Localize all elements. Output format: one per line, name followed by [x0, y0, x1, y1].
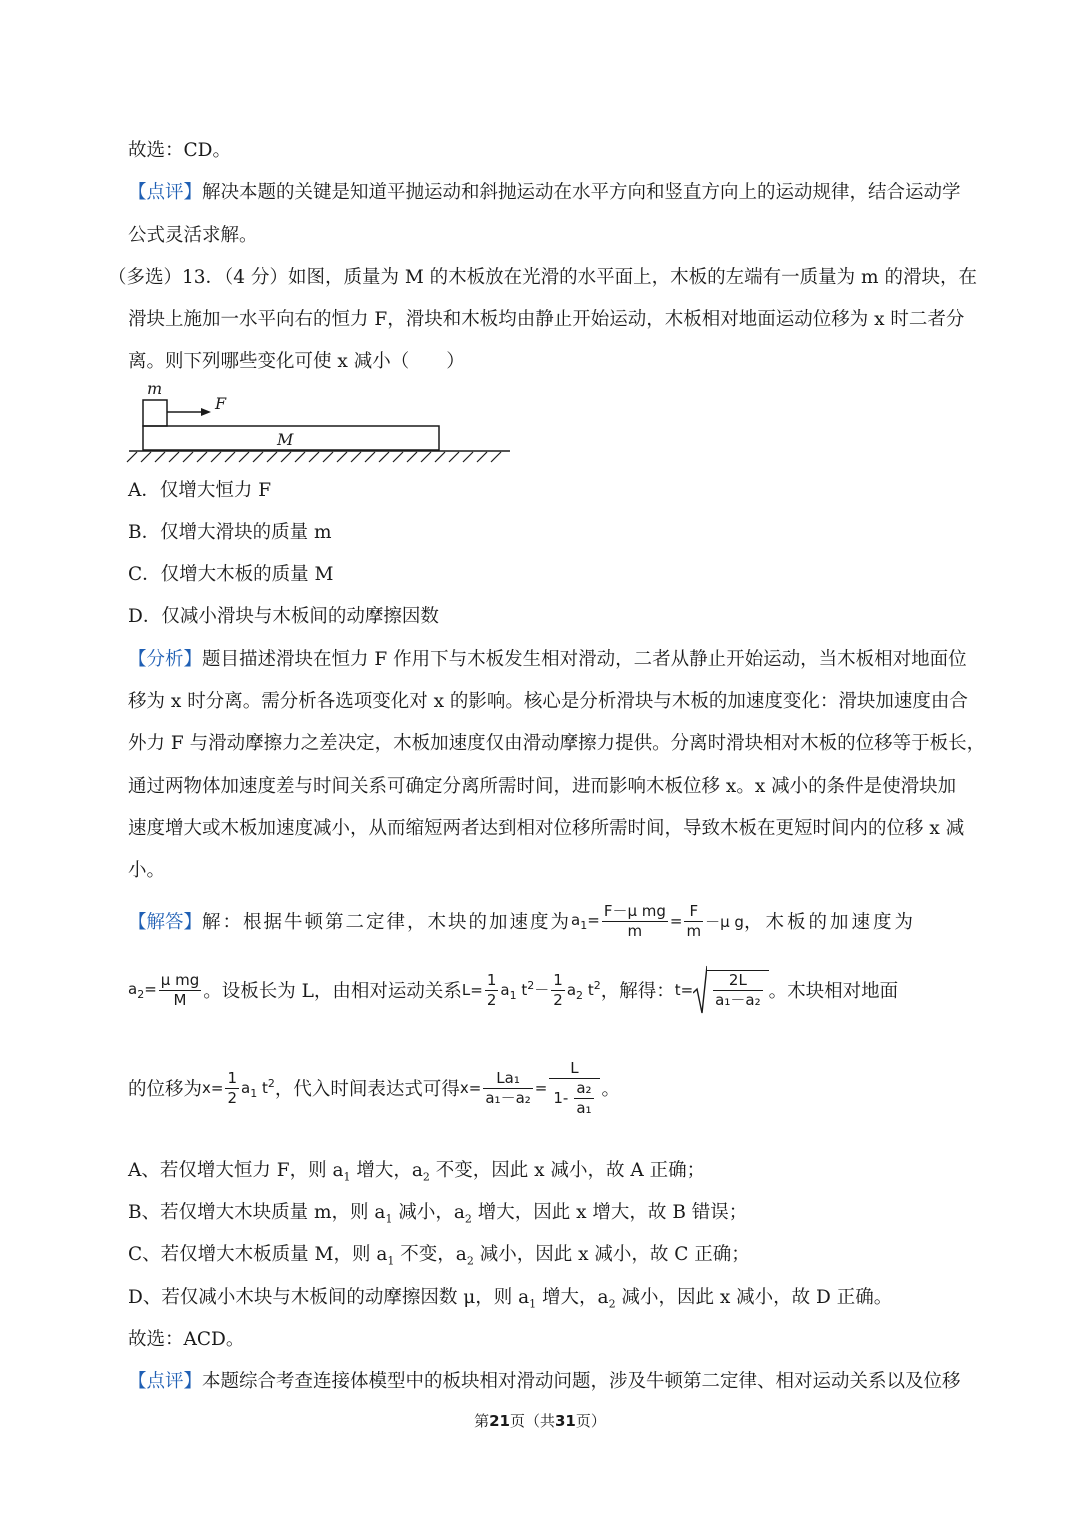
fraction-half-1: $\frac{1}{2}$: [486, 970, 497, 1009]
solution-text-3: 。设板长为 L，由相对运动关系: [203, 981, 462, 1002]
ground-hatch: [127, 452, 501, 462]
formula-minus-mug: －μ g: [705, 912, 744, 931]
analysis-line-5: 速度增大或木板加速度减小，从而缩短两者达到相对位移所需时间，导致木板在更短时间内的位移 x 减: [128, 818, 965, 839]
solution-tag: 【解答】: [128, 912, 203, 933]
analysis-line-1: [128, 646, 967, 674]
page-total: 31: [555, 1412, 576, 1430]
sqrt-expression: $\frac{2L}{\text{a₁－a₂}}$: [693, 965, 768, 1015]
fraction-x-1: $\frac{\text{La₁}}{\text{a₁－a₂}}$: [485, 1068, 531, 1107]
force-arrowhead: [201, 408, 211, 416]
fraction-half-3: $\frac{1}{2}$: [227, 1068, 238, 1107]
solution-option-c: C、若仅增大木板质量 M，则 $a_1$ 不变，$a_2$ 减小，因此 x 减小，故 C 正确；: [128, 1244, 750, 1268]
solution-option-d: D、若仅减小木块与木板间的动摩擦因数 μ，则 $a_1$ 增大，$a_2$ 减小，因此 x 减小，故 D 正确。: [128, 1287, 893, 1311]
comment-tag: 【点评】: [128, 182, 203, 203]
comment-2-text: 本题综合考查连接体模型中的板块相对滑动问题，涉及牛顿第二定律、相对运动关系以及位移: [202, 1371, 961, 1392]
analysis-line-4: 通过两物体加速度差与时间关系可确定分离所需时间，进而影响木板位移 x。x 减小的条件是使滑块加: [128, 776, 957, 797]
label-M: M: [277, 430, 294, 449]
solution-text-5: 。木块相对地面: [768, 981, 899, 1002]
solution-text-6: 的位移为: [128, 1079, 203, 1100]
formula-a2: $a_2=$: [128, 979, 157, 1001]
formula-a1t2: $a_1$ $t^2-$: [500, 978, 550, 1002]
solution-line-2: $a_2=$ $\frac{\text{μ mg}}{M}$ 。设板长为 L，由相对运动关系 L= $\frac{1}{2}$ $a_1$ $t^2-$ $\frac{1}{2}$ $a_2$ $t^2$ ，解得： t= $\frac{2L}{\text{a₁－a₂}}$ 。木块相对地面: [128, 962, 898, 1018]
fraction-a1-full: $\frac{\text{F－μ mg}}{m}$: [603, 901, 666, 940]
formula-a1t2-b: $a_1$ $t^2$: [241, 1076, 275, 1100]
analysis-text: 题目描述滑块在恒力 F 作用下与木板发生相对滑动，二者从静止开始运动，当木板相对地面位: [202, 649, 967, 670]
fraction-F-over-m: $\frac{F}{m}$: [686, 901, 702, 940]
question-line-2: 滑块上施加一水平向右的恒力 F，滑块和木板均由静止开始运动，木板相对地面运动位移为 x 时二者分: [128, 309, 965, 330]
formula-a1: $a_1=$: [571, 910, 600, 932]
analysis-line-3: 外力 F 与滑动摩擦力之差决定，木板加速度仅由滑动摩擦力提供。分离时滑块相对木板的位移等于板长，: [128, 733, 986, 754]
option-b: B．仅增大滑块的质量 m: [128, 522, 332, 543]
page-number: 21: [489, 1412, 510, 1430]
prev-comment-cont: 公式灵活求解。: [128, 225, 258, 246]
prev-comment: [128, 179, 961, 207]
solution-text-2: ，木板的加速度为: [743, 912, 916, 933]
analysis-tag: 【分析】: [128, 649, 203, 670]
analysis-line-2: 移为 x 时分离。需分析各选项变化对 x 的影响。核心是分析滑块与木板的加速度变化：滑块加速度由合: [128, 691, 968, 712]
solution-option-b: B、若仅增大木块质量 m，则 $a_1$ 减小，$a_2$ 增大，因此 x 增大，故 B 错误；: [128, 1202, 748, 1226]
fraction-half-2: $\frac{1}{2}$: [553, 970, 563, 1009]
fraction-a2: $\frac{\text{μ mg}}{M}$: [160, 970, 200, 1009]
block-board-figure: [125, 378, 515, 468]
question-line-3: 离。则下列哪些变化可使 x 减小（ ）: [128, 351, 465, 372]
solution-text-8: 。: [601, 1079, 621, 1100]
label-F: F: [215, 394, 227, 413]
label-m: m: [147, 379, 163, 398]
prev-answer: 故选：CD。: [128, 140, 231, 161]
solution-answer: 故选：ACD。: [128, 1329, 245, 1350]
comment-text: 解决本题的关键是知道平抛运动和斜抛运动在水平方向和竖直方向上的运动规律，结合运动学: [202, 182, 961, 203]
option-d: D．仅减小滑块与木板间的动摩擦因数: [128, 606, 439, 627]
analysis-line-6: 小。: [128, 860, 166, 881]
question-line-1: （多选）13．（4 分）如图，质量为 M 的木板放在光滑的水平面上，木板的左端有一质量为 m 的滑块，在: [108, 267, 977, 288]
solution-text-4: ，解得：: [600, 981, 675, 1002]
option-c: C．仅增大木板的质量 M: [128, 564, 334, 585]
fraction-x-2: L 1- $\frac{\text{a₂}}{\text{a₁}}$: [549, 1059, 599, 1118]
comment-2: [128, 1368, 961, 1396]
solution-option-a: A、若仅增大恒力 F，则 $a_1$ 增大，$a_2$ 不变，因此 x 减小，故 A 正确；: [128, 1160, 706, 1184]
formula-a2t2: $a_2$ $t^2$: [566, 978, 601, 1002]
solution-text-7: ，代入时间表达式可得: [274, 1079, 460, 1100]
slider-block: [143, 400, 167, 426]
solution-line-1: 【解答】 解：根据牛顿第二定律，木块的加速度为 $a_1=$ $\frac{\text{F－μ mg}}{m}$ = $\frac{F}{m}$ －μ g ，木板的加速度为: [128, 901, 916, 940]
option-a: A．仅增大恒力 F: [128, 480, 272, 501]
solution-text-1: 解：根据牛顿第二定律，木块的加速度为: [202, 912, 572, 933]
comment-2-tag: 【点评】: [128, 1371, 203, 1392]
page-footer: 第21页（共31页）: [474, 1412, 606, 1430]
solution-line-3: 的位移为 x= $\frac{1}{2}$ $a_1$ $t^2$ ，代入时间表达式可得 x= $\frac{\text{La₁}}{\text{a₁－a₂}}$ = L 1- $\frac{\text{a₂}}{\text{a₁}}$ 。: [128, 1058, 621, 1117]
